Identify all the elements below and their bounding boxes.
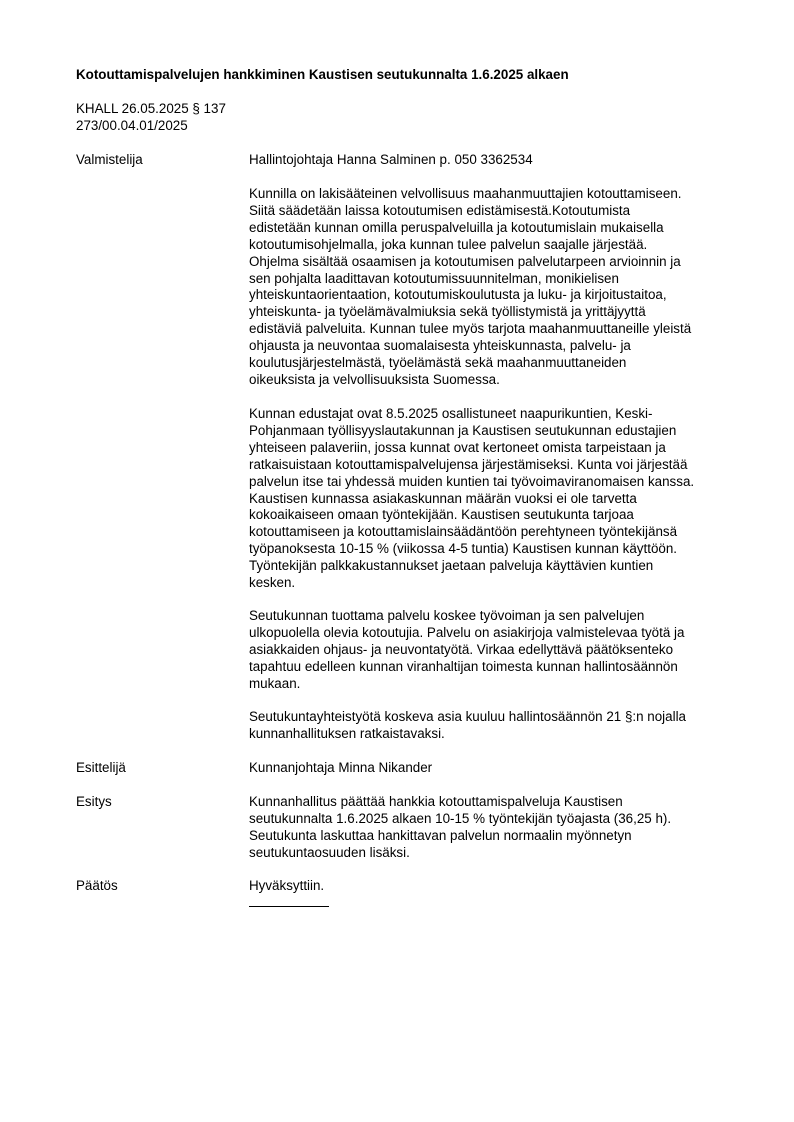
text-line: edistäviä palveluita. Kunnan tulee myös tarjota maahanmuuttaneille yleistä	[249, 321, 692, 337]
text-line: Siitä säädetään laissa kotoutumisen edistämisestä.Kotoutumista	[249, 202, 631, 218]
presenter-name: Kunnanjohtaja Minna Nikander	[249, 760, 433, 775]
text-line: edistetään kunnan omilla peruspalveluilla ja kotoutumislain mukaisella	[249, 219, 664, 235]
text-line: työpanoksesta 10-15 % (viikossa 4-5 tuntia) Kaustisen kunnan käyttöön.	[249, 541, 678, 557]
esitys-label: Esitys	[76, 794, 112, 809]
text-line: oikeuksista ja velvollisuuksista Suomessa.	[249, 371, 500, 387]
text-line: kotouttamiseen ja kotouttamislainsäädäntöön perehtyneen työntekijänsä	[249, 524, 678, 540]
text-line: Kunnanhallitus päättää hankkia kotouttamispalveluja Kaustisen	[249, 794, 623, 809]
text-line: mukaan.	[249, 675, 301, 691]
reference-block	[76, 101, 226, 135]
text-line: seutukunnalta 1.6.2025 alkaen 10-15 % työntekijän työajasta (36,25 h).	[249, 810, 672, 826]
text-line: yhteiskuntaorientaation, kotoutumiskoulutusta ja luku- ja kirjoitustaitoa,	[249, 287, 667, 303]
preparer-name: Hallintojohtaja Hanna Salminen p. 050 3362534	[249, 152, 533, 167]
text-line: kotoutumisohjelmalla, joka kunnan tulee palvelun saajalle järjestää.	[249, 236, 648, 252]
text-line: Kunnan edustajat ovat 8.5.2025 osallistuneet naapurikuntien, Keski-	[249, 406, 653, 421]
esittelija-section	[249, 760, 749, 777]
paragraph-1	[249, 186, 749, 389]
text-line: palvelun itse tai yhdessä muiden kuntien tai työvoimaviranomaisen kanssa.	[249, 473, 695, 489]
text-line: ratkaisuistaan kotouttamispalvelujensa järjestämiseksi. Kunta voi järjestää	[249, 456, 688, 472]
paragraph-2	[249, 406, 749, 592]
meeting-reference: KHALL 26.05.2025 § 137	[76, 101, 226, 116]
text-line: yhteiskunta- ja työelämävalmiuksia sekä työllistymistä ja yrittäjyyttä	[249, 304, 646, 320]
paatos-label: Päätös	[76, 878, 118, 893]
paatos-section	[249, 878, 749, 895]
text-line: asiakkaiden ohjaus- ja neuvontatyötä. Virkaa edellyttävä päätöksenteko	[249, 641, 674, 657]
text-line: Pohjanmaan työllisyyslautakunnan ja Kaustisen seutukunnan edustajien	[249, 422, 677, 438]
text-line: Kunnilla on lakisääteinen velvollisuus maahanmuuttajien kotouttamiseen.	[249, 186, 682, 201]
text-line: Ohjelma sisältää osaamisen ja kotoutumisen palvelutarpeen arvioinnin ja	[249, 253, 681, 269]
valmistelija-label: Valmistelija	[76, 152, 143, 167]
record-number: 273/00.04.01/2025	[76, 117, 188, 133]
signature-divider	[249, 906, 329, 907]
text-line: Seutukunta laskuttaa hankittavan palvelun normaalin myönnetyn	[249, 827, 632, 843]
esitys-section	[249, 794, 749, 862]
text-line: seutukuntaosuuden lisäksi.	[249, 844, 410, 860]
document-title: Kotouttamispalvelujen hankkiminen Kaustisen seutukunnalta 1.6.2025 alkaen	[76, 67, 569, 82]
decision-text: Hyväksyttiin.	[249, 878, 325, 893]
text-line: Seutukuntayhteistyötä koskeva asia kuuluu hallintosäännön 21 §:n nojalla	[249, 709, 686, 724]
esittelija-label: Esittelijä	[76, 760, 126, 775]
text-line: ulkopuolella olevia kotoutujia. Palvelu on asiakirjoja valmistelevaa työtä ja	[249, 624, 685, 640]
text-line: kunnanhallituksen ratkaistavaksi.	[249, 725, 445, 741]
text-line: kokoaikaiseen omaan työntekijään. Kaustisen seutukunta tarjoaa	[249, 507, 634, 523]
text-line: Seutukunnan tuottama palvelu koskee työvoiman ja sen palvelujen	[249, 608, 645, 623]
text-line: Työntekijän palkkakustannukset jaetaan palveluja käyttävien kuntien	[249, 558, 654, 574]
valmistelija-section	[249, 152, 749, 169]
text-line: Kaustisen kunnassa asiakaskunnan määrän vuoksi ei ole tarvetta	[249, 490, 637, 506]
text-line: tapahtuu edelleen kunnan viranhaltijan toimesta kunnan hallintosäännön	[249, 658, 678, 674]
text-line: yhteiseen palaveriin, jossa kunnat ovat kertoneet omista tarpeistaan ja	[249, 439, 666, 455]
text-line: ohjausta ja neuvontaa suomalaisesta yhteiskunnasta, palvelu- ja	[249, 338, 631, 354]
text-line: kesken.	[249, 575, 296, 591]
paragraph-3	[249, 608, 749, 693]
text-line: koulutusjärjestelmästä, työelämästä sekä maahanmuuttaneiden	[249, 355, 627, 371]
text-line: sen pohjalta laadittavan kotoutumissuunnitelman, monikielisen	[249, 270, 619, 286]
paragraph-4	[249, 709, 749, 743]
